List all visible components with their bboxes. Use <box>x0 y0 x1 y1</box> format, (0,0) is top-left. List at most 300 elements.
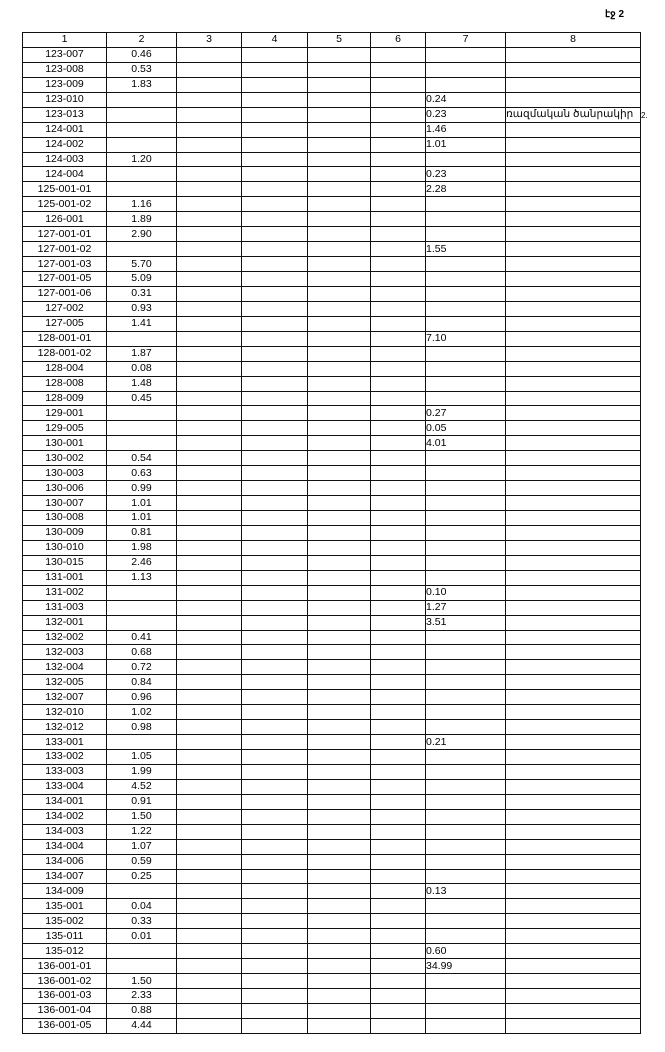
column-7-value-cell: 1.55 <box>426 242 506 257</box>
note-cell <box>506 974 641 989</box>
parcel-code-cell: 136-001-01 <box>23 959 107 974</box>
column-3-cell <box>177 62 242 77</box>
column-7-value-cell <box>426 77 506 92</box>
area-value-cell: 1.22 <box>107 824 177 839</box>
table-row <box>23 750 641 765</box>
note-cell <box>506 361 641 376</box>
column-3-cell <box>177 884 242 899</box>
table-row <box>23 839 641 854</box>
table-row <box>23 152 641 167</box>
column-3-cell <box>177 227 242 242</box>
column-6-cell <box>371 750 426 765</box>
column-6-cell <box>371 854 426 869</box>
table-row <box>23 645 641 660</box>
column-5-cell <box>308 750 371 765</box>
note-cell <box>506 555 641 570</box>
table-row <box>23 421 641 436</box>
column-6-cell <box>371 779 426 794</box>
column-7-value-cell <box>426 361 506 376</box>
note-cell <box>506 421 641 436</box>
column-7-value-cell <box>426 346 506 361</box>
column-3-cell <box>177 615 242 630</box>
column-header-4: 4 <box>242 33 308 48</box>
note-cell <box>506 406 641 421</box>
column-4-cell <box>242 511 308 526</box>
column-3-cell <box>177 839 242 854</box>
note-cell <box>506 301 641 316</box>
column-5-cell <box>308 421 371 436</box>
parcel-code-cell: 134-009 <box>23 884 107 899</box>
table-row <box>23 854 641 869</box>
column-6-cell <box>371 286 426 301</box>
note-cell <box>506 570 641 585</box>
area-value-cell <box>107 92 177 107</box>
column-5-cell <box>308 62 371 77</box>
column-4-cell <box>242 600 308 615</box>
column-4-cell <box>242 272 308 287</box>
column-5-cell <box>308 197 371 212</box>
parcel-code-cell: 135-011 <box>23 929 107 944</box>
table-row <box>23 286 641 301</box>
column-3-cell <box>177 242 242 257</box>
column-4-cell <box>242 421 308 436</box>
column-5-cell <box>308 630 371 645</box>
area-value-cell <box>107 959 177 974</box>
note-cell <box>506 212 641 227</box>
note-cell: ռազմական ծանրակիր <box>506 107 641 122</box>
parcel-code-cell: 135-001 <box>23 899 107 914</box>
note-cell <box>506 914 641 929</box>
note-cell <box>506 466 641 481</box>
column-header-7: 7 <box>426 33 506 48</box>
column-7-value-cell <box>426 466 506 481</box>
area-value-cell <box>107 122 177 137</box>
area-value-cell: 0.88 <box>107 1003 177 1018</box>
column-7-value-cell <box>426 62 506 77</box>
area-value-cell <box>107 600 177 615</box>
table-row <box>23 122 641 137</box>
column-3-cell <box>177 92 242 107</box>
column-4-cell <box>242 167 308 182</box>
parcel-code-cell: 133-004 <box>23 779 107 794</box>
column-7-value-cell <box>426 854 506 869</box>
area-value-cell: 1.20 <box>107 152 177 167</box>
column-5-cell <box>308 346 371 361</box>
area-value-cell: 1.99 <box>107 764 177 779</box>
table-row <box>23 705 641 720</box>
table-row <box>23 1003 641 1018</box>
column-4-cell <box>242 675 308 690</box>
column-7-value-cell <box>426 675 506 690</box>
column-3-cell <box>177 316 242 331</box>
area-value-cell: 1.89 <box>107 212 177 227</box>
area-value-cell: 0.08 <box>107 361 177 376</box>
column-7-value-cell <box>426 705 506 720</box>
column-5-cell <box>308 899 371 914</box>
column-7-value-cell: 0.60 <box>426 944 506 959</box>
column-3-cell <box>177 974 242 989</box>
table-row <box>23 227 641 242</box>
column-header-3: 3 <box>177 33 242 48</box>
column-6-cell <box>371 107 426 122</box>
column-7-value-cell: 2.28 <box>426 182 506 197</box>
note-cell <box>506 77 641 92</box>
note-cell <box>506 152 641 167</box>
area-value-cell: 0.53 <box>107 62 177 77</box>
column-7-value-cell: 1.01 <box>426 137 506 152</box>
note-cell <box>506 286 641 301</box>
column-6-cell <box>371 914 426 929</box>
note-cell <box>506 585 641 600</box>
parcel-code-cell: 127-001-05 <box>23 272 107 287</box>
column-6-cell <box>371 481 426 496</box>
column-4-cell <box>242 361 308 376</box>
column-7-value-cell: 0.10 <box>426 585 506 600</box>
table-row <box>23 989 641 1004</box>
area-value-cell <box>107 406 177 421</box>
column-4-cell <box>242 660 308 675</box>
parcel-code-cell: 130-003 <box>23 466 107 481</box>
column-4-cell <box>242 989 308 1004</box>
column-7-value-cell <box>426 257 506 272</box>
column-3-cell <box>177 257 242 272</box>
note-cell <box>506 884 641 899</box>
parcel-code-cell: 130-008 <box>23 511 107 526</box>
column-6-cell <box>371 824 426 839</box>
column-7-value-cell <box>426 779 506 794</box>
note-cell <box>506 869 641 884</box>
area-value-cell <box>107 735 177 750</box>
note-cell <box>506 197 641 212</box>
column-5-cell <box>308 809 371 824</box>
column-5-cell <box>308 585 371 600</box>
column-5-cell <box>308 884 371 899</box>
column-4-cell <box>242 107 308 122</box>
column-3-cell <box>177 929 242 944</box>
column-4-cell <box>242 884 308 899</box>
area-value-cell: 5.70 <box>107 257 177 272</box>
column-4-cell <box>242 391 308 406</box>
area-value-cell: 0.63 <box>107 466 177 481</box>
column-5-cell <box>308 466 371 481</box>
table-row <box>23 540 641 555</box>
note-cell <box>506 62 641 77</box>
column-7-value-cell: 4.01 <box>426 436 506 451</box>
area-value-cell: 1.01 <box>107 511 177 526</box>
column-4-cell <box>242 959 308 974</box>
table-row <box>23 720 641 735</box>
note-cell <box>506 660 641 675</box>
column-6-cell <box>371 540 426 555</box>
column-header-8: 8 <box>506 33 641 48</box>
column-header-6: 6 <box>371 33 426 48</box>
note-cell <box>506 675 641 690</box>
area-value-cell: 0.46 <box>107 47 177 62</box>
note-cell <box>506 750 641 765</box>
area-value-cell: 1.87 <box>107 346 177 361</box>
column-4-cell <box>242 152 308 167</box>
parcel-code-cell: 133-002 <box>23 750 107 765</box>
parcel-code-cell: 132-012 <box>23 720 107 735</box>
table-row <box>23 974 641 989</box>
parcel-code-cell: 123-007 <box>23 47 107 62</box>
column-5-cell <box>308 839 371 854</box>
column-6-cell <box>371 257 426 272</box>
table-row <box>23 675 641 690</box>
note-cell <box>506 182 641 197</box>
column-5-cell <box>308 645 371 660</box>
parcel-code-cell: 132-010 <box>23 705 107 720</box>
column-3-cell <box>177 555 242 570</box>
column-4-cell <box>242 839 308 854</box>
column-5-cell <box>308 959 371 974</box>
column-3-cell <box>177 540 242 555</box>
column-3-cell <box>177 660 242 675</box>
column-6-cell <box>371 869 426 884</box>
table-row <box>23 809 641 824</box>
column-3-cell <box>177 675 242 690</box>
column-5-cell <box>308 869 371 884</box>
table-row <box>23 137 641 152</box>
column-4-cell <box>242 197 308 212</box>
column-5-cell <box>308 182 371 197</box>
column-5-cell <box>308 705 371 720</box>
parcel-code-cell: 127-001-03 <box>23 257 107 272</box>
column-7-value-cell <box>426 824 506 839</box>
column-header-1: 1 <box>23 33 107 48</box>
table-row <box>23 92 641 107</box>
column-5-cell <box>308 301 371 316</box>
column-6-cell <box>371 227 426 242</box>
table-row <box>23 959 641 974</box>
area-value-cell <box>107 137 177 152</box>
parcel-code-cell: 134-003 <box>23 824 107 839</box>
column-5-cell <box>308 720 371 735</box>
area-value-cell: 0.41 <box>107 630 177 645</box>
parcel-code-cell: 130-009 <box>23 525 107 540</box>
column-7-value-cell: 1.27 <box>426 600 506 615</box>
column-6-cell <box>371 735 426 750</box>
note-cell <box>506 540 641 555</box>
column-3-cell <box>177 854 242 869</box>
column-3-cell <box>177 959 242 974</box>
column-5-cell <box>308 436 371 451</box>
column-4-cell <box>242 540 308 555</box>
column-6-cell <box>371 720 426 735</box>
column-7-value-cell <box>426 316 506 331</box>
parcel-code-cell: 124-003 <box>23 152 107 167</box>
note-cell <box>506 779 641 794</box>
table-row <box>23 615 641 630</box>
column-6-cell <box>371 1003 426 1018</box>
parcel-code-cell: 127-001-01 <box>23 227 107 242</box>
note-cell <box>506 794 641 809</box>
column-4-cell <box>242 570 308 585</box>
column-3-cell <box>177 77 242 92</box>
area-value-cell: 1.41 <box>107 316 177 331</box>
area-value-cell <box>107 436 177 451</box>
column-header-2: 2 <box>107 33 177 48</box>
column-7-value-cell <box>426 929 506 944</box>
column-6-cell <box>371 764 426 779</box>
column-6-cell <box>371 47 426 62</box>
column-4-cell <box>242 615 308 630</box>
column-6-cell <box>371 959 426 974</box>
column-5-cell <box>308 77 371 92</box>
column-5-cell <box>308 540 371 555</box>
area-value-cell: 1.05 <box>107 750 177 765</box>
column-7-value-cell <box>426 47 506 62</box>
parcel-code-cell: 128-008 <box>23 376 107 391</box>
column-6-cell <box>371 167 426 182</box>
table-row <box>23 884 641 899</box>
area-value-cell <box>107 242 177 257</box>
column-4-cell <box>242 750 308 765</box>
note-cell <box>506 167 641 182</box>
note-cell <box>506 525 641 540</box>
column-5-cell <box>308 227 371 242</box>
table-row <box>23 466 641 481</box>
parcel-code-cell: 134-004 <box>23 839 107 854</box>
column-3-cell <box>177 107 242 122</box>
column-6-cell <box>371 989 426 1004</box>
column-4-cell <box>242 257 308 272</box>
column-6-cell <box>371 600 426 615</box>
column-3-cell <box>177 824 242 839</box>
parcel-code-cell: 123-009 <box>23 77 107 92</box>
column-5-cell <box>308 525 371 540</box>
column-7-value-cell <box>426 989 506 1004</box>
parcel-code-cell: 129-001 <box>23 406 107 421</box>
column-7-value-cell <box>426 869 506 884</box>
column-3-cell <box>177 630 242 645</box>
area-value-cell: 0.33 <box>107 914 177 929</box>
note-cell <box>506 690 641 705</box>
column-4-cell <box>242 376 308 391</box>
table-row <box>23 47 641 62</box>
parcel-code-cell: 128-001-02 <box>23 346 107 361</box>
table-row <box>23 600 641 615</box>
column-6-cell <box>371 660 426 675</box>
area-value-cell: 1.48 <box>107 376 177 391</box>
column-3-cell <box>177 735 242 750</box>
column-3-cell <box>177 451 242 466</box>
parcel-code-cell: 133-003 <box>23 764 107 779</box>
column-6-cell <box>371 525 426 540</box>
column-6-cell <box>371 137 426 152</box>
column-5-cell <box>308 794 371 809</box>
parcel-code-cell: 124-001 <box>23 122 107 137</box>
column-7-value-cell <box>426 974 506 989</box>
column-5-cell <box>308 824 371 839</box>
column-3-cell <box>177 1003 242 1018</box>
column-7-value-cell <box>426 630 506 645</box>
column-5-cell <box>308 242 371 257</box>
column-4-cell <box>242 451 308 466</box>
area-value-cell: 1.83 <box>107 77 177 92</box>
column-3-cell <box>177 570 242 585</box>
column-3-cell <box>177 794 242 809</box>
note-cell <box>506 122 641 137</box>
area-value-cell: 0.99 <box>107 481 177 496</box>
parcel-code-cell: 126-001 <box>23 212 107 227</box>
parcel-code-cell: 136-001-05 <box>23 1018 107 1033</box>
parcel-code-cell: 135-002 <box>23 914 107 929</box>
note-cell <box>506 944 641 959</box>
column-7-value-cell <box>426 1003 506 1018</box>
parcel-code-cell: 132-003 <box>23 645 107 660</box>
note-cell <box>506 316 641 331</box>
table-row <box>23 824 641 839</box>
column-5-cell <box>308 1018 371 1033</box>
column-5-cell <box>308 92 371 107</box>
column-5-cell <box>308 152 371 167</box>
column-4-cell <box>242 720 308 735</box>
column-4-cell <box>242 690 308 705</box>
note-cell <box>506 436 641 451</box>
column-7-value-cell <box>426 660 506 675</box>
table-row <box>23 779 641 794</box>
column-5-cell <box>308 257 371 272</box>
column-5-cell <box>308 854 371 869</box>
area-value-cell: 2.46 <box>107 555 177 570</box>
column-4-cell <box>242 227 308 242</box>
area-value-cell: 5.09 <box>107 272 177 287</box>
table-row <box>23 346 641 361</box>
column-7-value-cell <box>426 152 506 167</box>
page-number-label: էջ 2 <box>605 9 625 20</box>
column-3-cell <box>177 331 242 346</box>
column-6-cell <box>371 615 426 630</box>
column-7-value-cell: 0.24 <box>426 92 506 107</box>
column-7-value-cell <box>426 794 506 809</box>
area-value-cell: 1.98 <box>107 540 177 555</box>
parcel-code-cell: 132-002 <box>23 630 107 645</box>
column-5-cell <box>308 779 371 794</box>
note-cell <box>506 511 641 526</box>
area-value-cell: 1.16 <box>107 197 177 212</box>
column-4-cell <box>242 301 308 316</box>
column-6-cell <box>371 794 426 809</box>
column-5-cell <box>308 167 371 182</box>
area-value-cell: 0.72 <box>107 660 177 675</box>
table-row <box>23 107 641 122</box>
table-row <box>23 511 641 526</box>
note-cell <box>506 720 641 735</box>
parcel-code-cell: 134-006 <box>23 854 107 869</box>
note-cell <box>506 600 641 615</box>
area-value-cell <box>107 585 177 600</box>
column-7-value-cell: 1.46 <box>426 122 506 137</box>
note-cell <box>506 854 641 869</box>
area-value-cell <box>107 421 177 436</box>
column-7-value-cell: 0.13 <box>426 884 506 899</box>
table-body <box>23 47 641 1033</box>
note-cell <box>506 92 641 107</box>
column-3-cell <box>177 944 242 959</box>
parcel-code-cell: 136-001-03 <box>23 989 107 1004</box>
note-cell <box>506 451 641 466</box>
column-5-cell <box>308 764 371 779</box>
note-cell <box>506 391 641 406</box>
column-6-cell <box>371 77 426 92</box>
column-6-cell <box>371 511 426 526</box>
column-3-cell <box>177 690 242 705</box>
column-4-cell <box>242 735 308 750</box>
area-value-cell <box>107 615 177 630</box>
column-7-value-cell <box>426 451 506 466</box>
parcel-code-cell: 127-001-02 <box>23 242 107 257</box>
